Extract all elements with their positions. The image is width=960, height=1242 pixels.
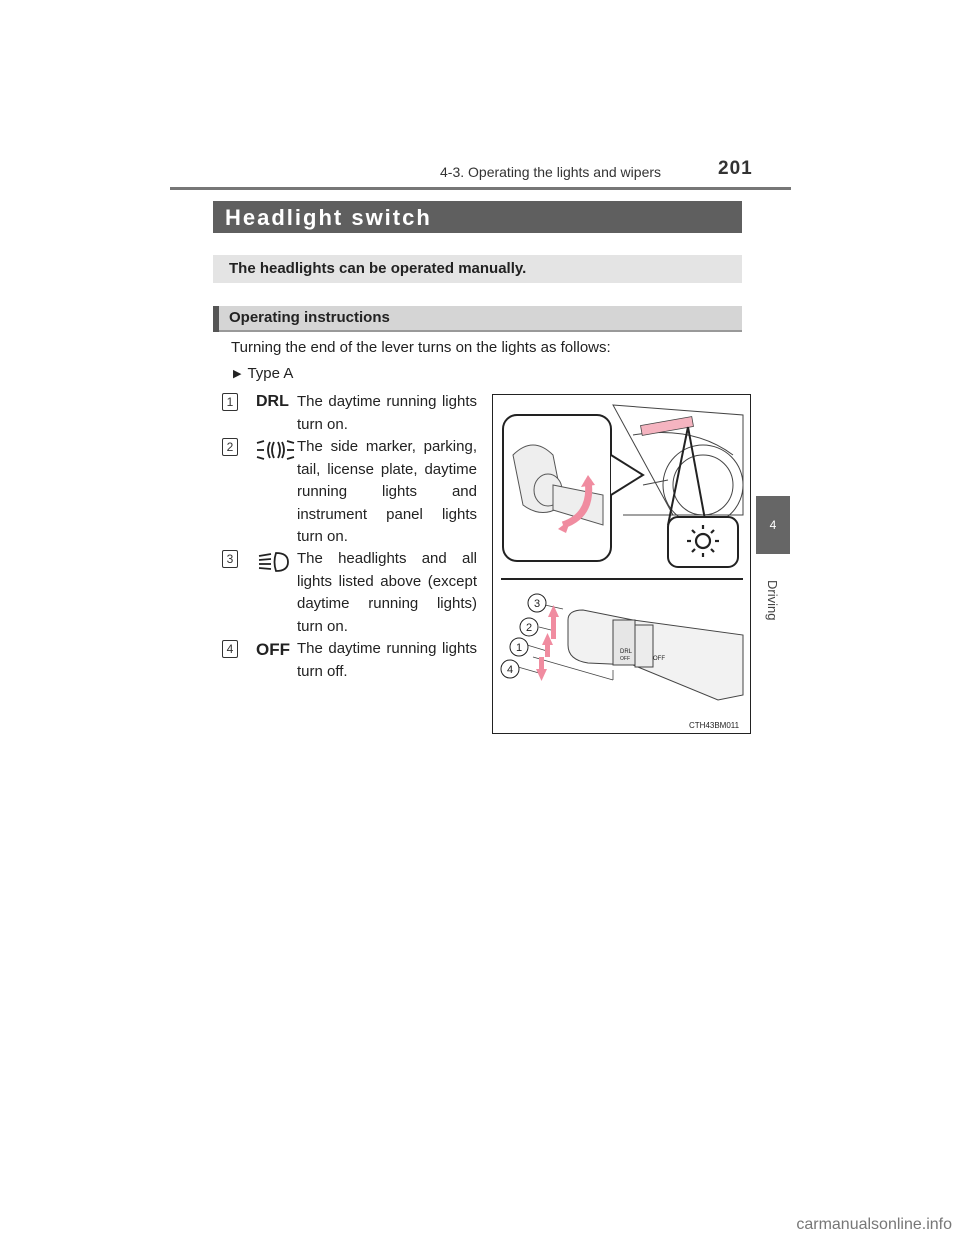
lever-illustration bbox=[492, 394, 751, 734]
watermark: carmanualsonline.info bbox=[796, 1216, 952, 1233]
lever-label-off-2: OFF bbox=[653, 656, 665, 662]
type-label-text: Type A bbox=[247, 365, 294, 382]
triangle-bullet-icon: ▶ bbox=[233, 368, 242, 380]
callout-2: 2 bbox=[525, 622, 533, 634]
lever-illustration-svg bbox=[493, 395, 750, 733]
item-number: 2 bbox=[222, 438, 238, 456]
item-number: 3 bbox=[222, 550, 238, 568]
item-description: The headlights and all lights listed above (except daytime running lights) turn on. bbox=[297, 550, 477, 635]
drl-icon: DRL bbox=[256, 393, 289, 410]
figure-code: CTH43BM011 bbox=[689, 721, 740, 730]
subheading-accent bbox=[213, 306, 219, 332]
lever-label-off-1: OFF bbox=[620, 656, 630, 662]
item-number: 1 bbox=[222, 393, 238, 411]
lever-label-drl: DRL bbox=[620, 649, 633, 655]
chapter-title: 4-3. Operating the lights and wipers bbox=[440, 164, 662, 180]
subheading-text: Operating instructions bbox=[229, 309, 390, 326]
off-icon: OFF bbox=[256, 640, 290, 659]
item-description: The daytime running lights turn on. bbox=[297, 393, 477, 433]
header-rule bbox=[170, 187, 791, 190]
summary-text: The headlights can be operated manually. bbox=[229, 260, 527, 277]
intro-text: Turning the end of the lever turns on the lights as follows: bbox=[231, 339, 611, 356]
item-description: The daytime running lights turn off. bbox=[297, 640, 477, 680]
subheading-bar bbox=[213, 306, 742, 332]
type-label bbox=[233, 365, 293, 382]
item-description: The side marker, parking, tail, license plate, daytime running lights and instrument panel lights turn on. bbox=[297, 438, 477, 545]
side-marker-lights-icon bbox=[256, 438, 296, 460]
page-number: 201 bbox=[718, 158, 753, 179]
section-title-bar bbox=[213, 201, 742, 233]
headlight-icon bbox=[256, 550, 296, 572]
chapter-tab[interactable]: 4 bbox=[756, 496, 790, 554]
summary-box bbox=[213, 255, 742, 283]
chapter-tab-label bbox=[748, 580, 798, 630]
callout-3: 3 bbox=[533, 598, 541, 610]
item-number: 4 bbox=[222, 640, 238, 658]
callout-1: 1 bbox=[515, 642, 523, 654]
section-title: Headlight switch bbox=[225, 205, 432, 230]
callout-4: 4 bbox=[506, 664, 514, 676]
chapter-tab-label-text: Driving bbox=[765, 580, 780, 621]
